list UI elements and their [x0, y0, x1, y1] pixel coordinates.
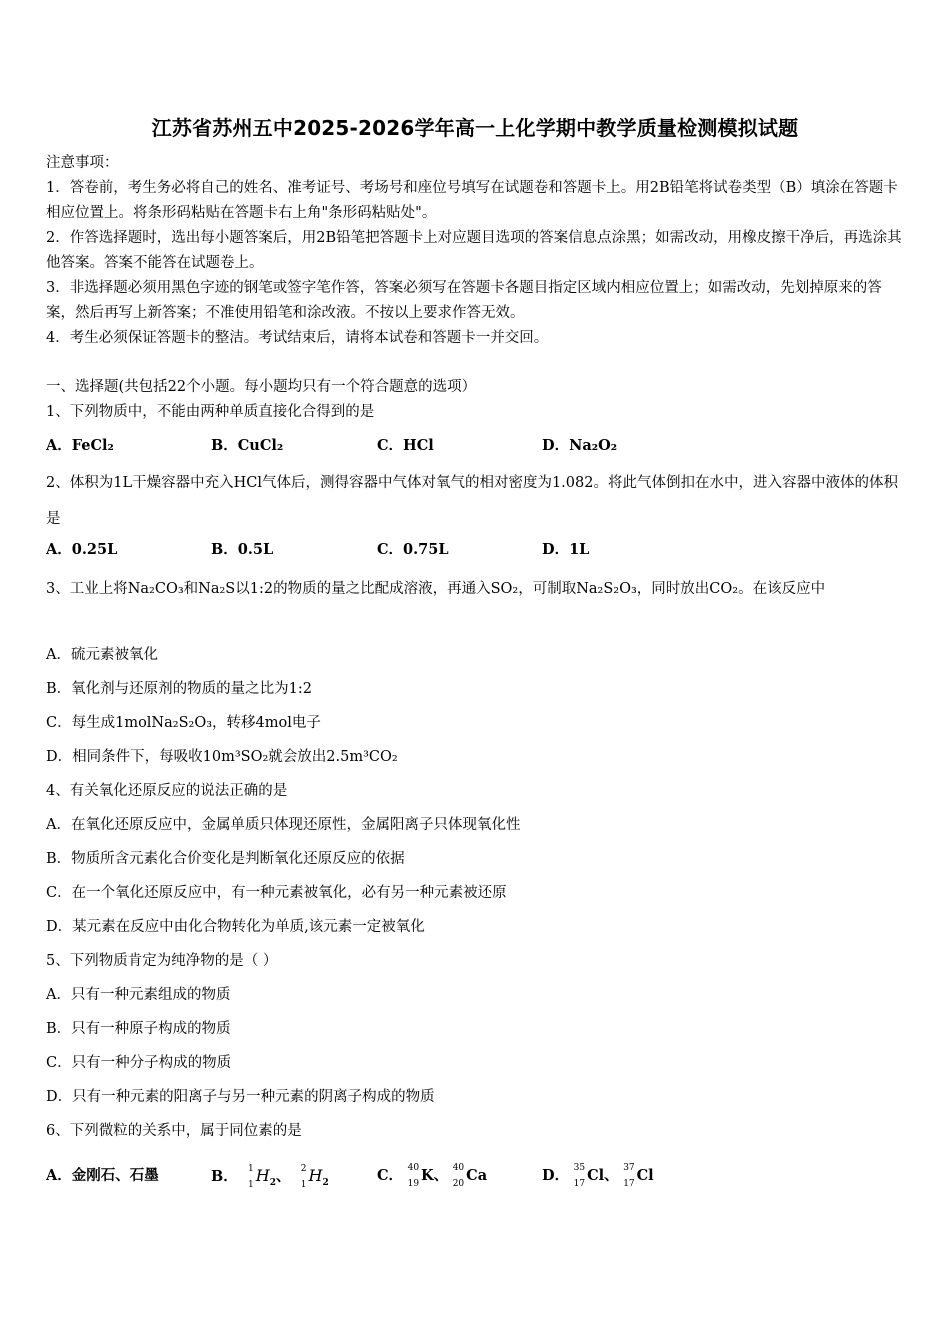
notice-item-4: 4．考生必须保证答题卡的整洁。考试结束后，请将本试卷和答题卡一并交回。 [46, 330, 549, 346]
q6-d-mass-1: 35 [573, 1163, 586, 1173]
q6-d-sep: 、 [604, 1167, 619, 1184]
q6-d-symbol-2: Cl [636, 1167, 654, 1184]
q6-d-label: D． [542, 1167, 570, 1184]
q6-d-iso-2 [619, 1163, 637, 1189]
question-5-stem: 5、下列物质肯定为纯净物的是（ ） [46, 953, 278, 969]
q6-c-atomic-1: 19 [407, 1179, 420, 1189]
q5-option-a: A．只有一种元素组成的物质 [46, 987, 231, 1003]
q6-option-b [211, 1166, 329, 1193]
q6-b-atomic-1: 1 [248, 1180, 254, 1190]
notice-item-1: 1．答卷前，考生务必将自己的姓名、准考证号、考场号和座位号填写在试题卷和答题卡上。用2B铅笔将试卷类型（B）填涂在答题卡相应位置上。将条形码粘贴在答题卡右上角"条形码粘贴处"。 [46, 180, 898, 221]
q6-c-atomic-2: 20 [452, 1179, 465, 1189]
q6-b-symbol-1: H [255, 1166, 270, 1185]
q6-b-sub-1: 2 [269, 1177, 276, 1188]
question-4-stem: 4、有关氧化还原反应的说法正确的是 [46, 783, 288, 799]
notice-heading: 注意事项： [46, 155, 119, 171]
q6-c-label: C． [377, 1167, 404, 1184]
q6-b-atomic-2: 1 [300, 1180, 307, 1190]
q6-d-symbol-1: Cl [587, 1167, 605, 1184]
q6-d-iso-1 [569, 1163, 587, 1189]
q6-c-sep: 、 [433, 1167, 449, 1184]
q6-b-iso-2 [290, 1164, 308, 1190]
section-heading: 一、选择题(共包括22个小题。每小题均只有一个符合题意的选项） [46, 379, 477, 395]
q6-c-iso-1 [403, 1163, 421, 1189]
q6-b-sep: 、 [275, 1168, 291, 1185]
q6-d-atomic-1: 17 [573, 1179, 586, 1189]
q4-option-a: A．在氧化还原反应中，金属单质只体现还原性，金属阳离子只体现氧化性 [46, 817, 521, 833]
q5-option-d: D．只有一种元素的阳离子与另一种元素的阴离子构成的物质 [46, 1089, 435, 1105]
q5-option-c: C．只有一种分子构成的物质 [46, 1055, 232, 1071]
q6-c-mass-1: 40 [407, 1163, 420, 1173]
q6-option-c [377, 1163, 488, 1189]
q1-option-d: D．Na₂O₂ [542, 437, 618, 454]
q6-d-atomic-2: 17 [623, 1179, 635, 1189]
q3-option-a: A．硫元素被氧化 [46, 647, 158, 663]
q3-option-d: D．相同条件下，每吸收10m³SO₂就会放出2.5m³CO₂ [46, 749, 398, 765]
q6-b-sub-2: 2 [322, 1177, 329, 1188]
q1-option-b: B．CuCl₂ [211, 437, 284, 454]
q6-d-mass-2: 37 [623, 1163, 635, 1173]
q2-option-a: A．0.25L [46, 541, 118, 558]
q2-option-d: D．1L [542, 541, 590, 558]
notice-item-3: 3．非选择题必须用黑色字迹的钢笔或签字笔作答，答案必须写在答题卡各题目指定区域内相应位置上；如需改动，先划掉原来的答案，然后再写上新答案；不准使用铅笔和涂改液。不按以上要求作答无效。 [46, 280, 882, 321]
q5-option-b: B．只有一种原子构成的物质 [46, 1021, 231, 1037]
q3-option-c: C．每生成1molNa₂S₂O₃，转移4mol电子 [46, 715, 321, 731]
q6-b-symbol-2: H [308, 1166, 323, 1185]
q6-c-iso-2 [448, 1163, 466, 1189]
q6-b-label: B． [211, 1168, 238, 1185]
notice-item-2: 2．作答选择题时，选出每小题答案后，用2B铅笔把答题卡上对应题目选项的答案信息点涂黑；如需改动，用橡皮擦干净后，再选涂其他答案。答案不能答在试题卷上。 [46, 230, 902, 271]
q1-option-c: C．HCl [377, 437, 434, 454]
q1-option-a: A．FeCl₂ [46, 437, 114, 454]
question-1-stem: 1、下列物质中，不能由两种单质直接化合得到的是 [46, 404, 375, 420]
q2-option-b: B．0.5L [211, 541, 274, 558]
question-6-stem: 6、下列微粒的关系中，属于同位素的是 [46, 1123, 302, 1139]
question-2-stem: 2、体积为1L干燥容器中充入HCl气体后，测得容器中气体对氧气的相对密度为1.082。将此气体倒扣在水中，进入容器中液体的体积是 [46, 475, 898, 527]
q6-c-symbol-1: K [421, 1167, 434, 1184]
q4-option-c: C．在一个氧化还原反应中，有一种元素被氧化，必有另一种元素被还原 [46, 885, 507, 901]
q6-b-iso-1 [238, 1164, 256, 1190]
q4-option-b: B．物质所含元素化合价变化是判断氧化还原反应的依据 [46, 851, 405, 867]
q6-b-mass-2: 2 [300, 1164, 307, 1174]
q6-option-d [542, 1163, 654, 1189]
q6-b-mass-1: 1 [248, 1164, 254, 1174]
page-title: 江苏省苏州五中2025-2026学年高一上化学期中教学质量检测模拟试题 [151, 116, 799, 140]
q2-option-c: C．0.75L [377, 541, 449, 558]
q6-option-a: A．金刚石、石墨 [46, 1167, 159, 1184]
q6-c-symbol-2: Ca [466, 1167, 488, 1184]
question-3-stem: 3、工业上将Na₂CO₃和Na₂S以1:2的物质的量之比配成溶液，再通入SO₂，可制取Na₂S₂O₃，同时放出CO₂。在该反应中 [46, 581, 826, 597]
q3-option-b: B．氧化剂与还原剂的物质的量之比为1:2 [46, 681, 312, 697]
q6-c-mass-2: 40 [452, 1163, 465, 1173]
q4-option-d: D．某元素在反应中由化合物转化为单质,该元素一定被氧化 [46, 919, 425, 935]
